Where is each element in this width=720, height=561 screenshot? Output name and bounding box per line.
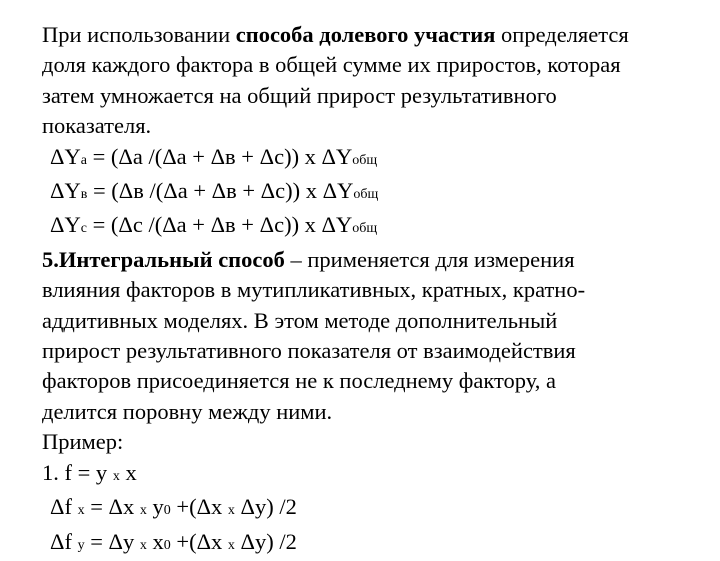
- formula-subscript: в: [80, 187, 88, 203]
- para2-line3: аддитивных моделях. В этом методе дополнительный: [42, 307, 558, 333]
- multiply-sign: х: [139, 537, 147, 553]
- para2-line5: факторов присоединяется не к последнему фактору, а: [42, 368, 556, 394]
- formula-delta: ΔY: [50, 212, 81, 238]
- text-run: – применяется для измерения: [284, 246, 575, 272]
- text-run: +(Δх: [170, 494, 228, 520]
- text-run: Δf: [50, 494, 78, 520]
- example-dfx: [42, 492, 692, 526]
- para1-line4: показателя.: [42, 113, 152, 139]
- text-run: = Δу: [84, 528, 140, 554]
- text-run: определяется: [495, 22, 629, 47]
- formula-c: [42, 210, 692, 244]
- text-run: = Δх: [84, 494, 140, 520]
- formula-subscript: общ: [353, 187, 379, 203]
- formula-b: [42, 176, 692, 210]
- para1-line1: [42, 20, 692, 50]
- bold-term: способа долевого участия: [235, 22, 496, 47]
- formula-subscript: y: [77, 537, 85, 553]
- para1-line2: доля каждого фактора в общей сумме их приростов, которая: [42, 52, 621, 78]
- slide-text: [42, 20, 692, 561]
- formula-body: = (Δв /(Δа + Δв + Δс)) х ΔY: [87, 178, 354, 204]
- formula-a: [42, 142, 692, 176]
- multiply-sign: х: [227, 503, 235, 519]
- formula-subscript: 0: [163, 503, 171, 519]
- formula-subscript: общ: [352, 152, 378, 168]
- text-run: 1. f = y: [42, 459, 113, 485]
- formula-delta: ΔY: [50, 178, 81, 204]
- formula-delta: ΔY: [50, 143, 81, 169]
- example-dfy: [42, 527, 692, 561]
- formula-subscript: с: [80, 221, 87, 237]
- text-run: Δу) /2: [234, 528, 297, 554]
- text-run: Δу) /2: [234, 494, 297, 520]
- para2-line6: делится поровну между ними.: [42, 398, 333, 424]
- formula-body: = (Δс /(Δа + Δв + Δс)) х ΔY: [86, 212, 353, 238]
- text-run: Δf: [50, 528, 78, 554]
- formula-subscript: 0: [163, 537, 171, 553]
- multiply-sign: х: [112, 468, 120, 484]
- example-eq1: [42, 458, 692, 492]
- text-run: y: [146, 494, 164, 520]
- example-label: Пример:: [42, 429, 124, 455]
- text-run: При использовании: [42, 22, 236, 47]
- formula-subscript: x: [77, 503, 85, 519]
- multiply-sign: х: [139, 503, 147, 519]
- multiply-sign: х: [227, 537, 235, 553]
- para1-line3: затем умножается на общий прирост результативного: [42, 82, 557, 108]
- text-run: х: [146, 528, 164, 554]
- text-run: +(Δх: [170, 528, 228, 554]
- formula-body: = (Δа /(Δа + Δв + Δс)) х ΔY: [86, 143, 353, 169]
- bold-term: 5.Интегральный способ: [42, 246, 285, 272]
- text-run: x: [119, 459, 137, 485]
- formula-subscript: общ: [352, 221, 378, 237]
- para2-line2: влияния факторов в мутипликативных, кратных, кратно-: [42, 277, 586, 303]
- para2-line1: [42, 245, 692, 275]
- para2-line4: прирост результативного показателя от взаимодействия: [42, 338, 576, 364]
- formula-subscript: а: [80, 152, 87, 168]
